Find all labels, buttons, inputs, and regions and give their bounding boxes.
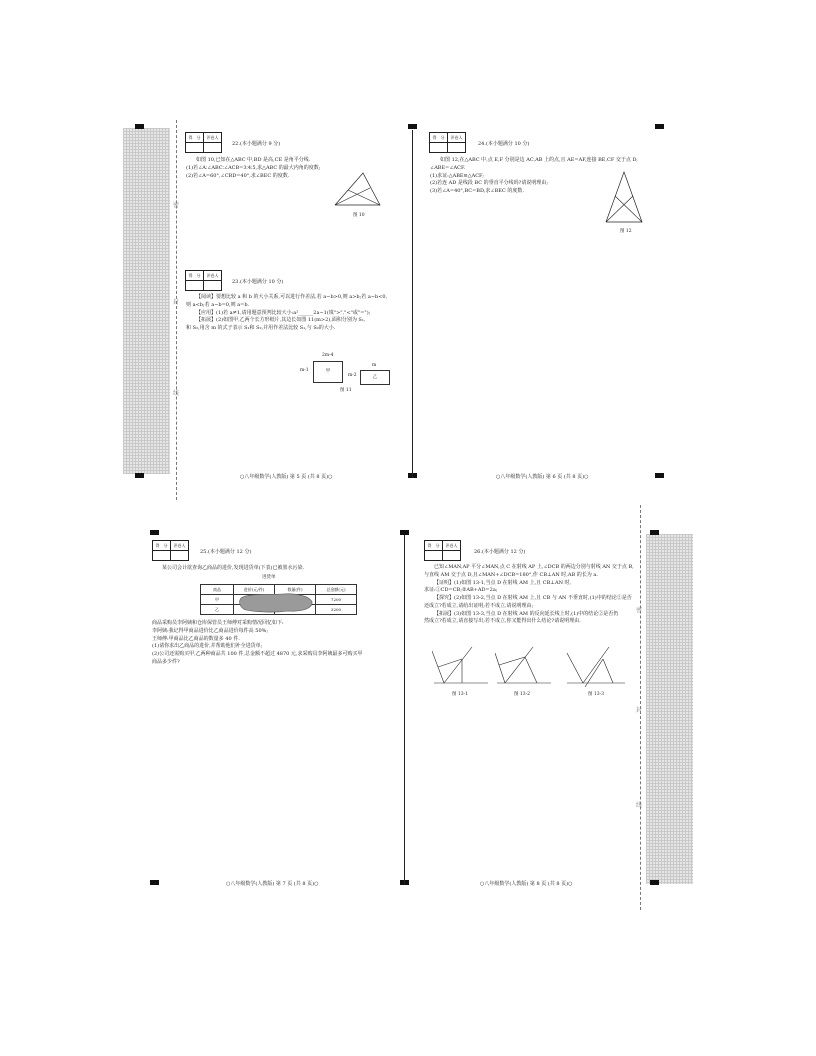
q23-line: 和 S₂,用含 m 的式子表示 S₁和 S₂,并用作差法比较 S₁,与 S₂的大小. [186,325,336,331]
seal-label-left: 密 [173,202,180,209]
marker-label: 评卷人 [171,541,189,551]
registration-mark [135,124,144,129]
marker-label: 评卷人 [204,271,222,281]
page-6-footer: ○八年级数学(人教版) 第 6 页 (共 8 页)○ [496,474,589,480]
binding-strip-right [646,534,693,884]
figure-10-caption: 图 10 [353,213,365,218]
q22-line: (1)若∠A∶∠ABC∶∠ACB=3∶4∶5,求△ABC 的最大内角的度数; [186,164,321,171]
binding-strip-left [123,128,170,474]
page-8-footer: ○八年级数学(人教版) 第 8 页 (共 8 页)○ [480,881,573,887]
q23-line: 【阅读】要想比较 a 和 b 的大小关系,可以进行作差法,若 a−b>0,则 a>b;若 a−b<0, [196,294,388,300]
line-label-left: 封 [173,299,180,306]
q24-line: (1)求证:△ABE≌△ACF; [430,172,484,179]
q25-line: 商品采购员李阿姨和仓库保管员王师傅对采购情况回忆如下: [152,620,284,626]
score-table [152,540,189,561]
figure-11-caption: 图 11 [340,388,352,393]
figure-13-3-caption: 图 13-3 [588,692,605,697]
q25-line: 某公司会计欲查询乙商品的进价,发现进货单(下表)已被墨水污染. [162,565,305,571]
q23-line: 【拓展】(2)如图甲,乙两个长方形纸片,其边长如图 11(m>2),面积分别为 S₁, [196,317,366,324]
fig11-label-top2: m [372,363,377,368]
q25-text [152,565,392,573]
marker-cell[interactable] [443,551,461,561]
q26-line: 与直线 AM 交于点 D,且∠MAN+∠DCB=180°,作 CB⊥AN 时,AB 的长为 a. [424,571,598,578]
q26-heading: 26.(本小题满分 12 分) [474,549,526,555]
q24-line: (2)若连 AD 是线段 BC 的垂直平分线吗?请说明理由; [430,180,549,187]
q22-line: 如图 10,已知在△ABC 中,BD 是高,CE 是角平分线. [196,157,311,163]
q26-line: 已知∠MAN,AP 平分∠MAN,点 C 在射线 AP 上,∠DCB 的两边分别与射线 AN 交于点 B, [434,564,634,570]
seal-label-right: 密 [636,607,643,614]
q25-line: 李阿姨:我记得甲商品进价比乙商品进价每件高 50%; [152,627,269,634]
score-label: 得 分 [186,271,204,281]
fig11-rect-jia: 甲 [313,361,343,383]
page-divider-bottom [404,535,405,885]
registration-mark [150,530,159,535]
registration-mark [650,530,659,535]
table-header: 进价(元/件) [234,585,275,595]
q24-line: ∠ABE=∠ACF. [430,164,466,171]
q26-line: 【探究】(2)如图 13-2,当点 D 在射线 AM 上,且 CB 与 AN 不垂直时,(1)中的结论②是否 [434,595,632,601]
marker-label: 评卷人 [204,133,222,143]
table-header: 总金额(元) [316,585,357,595]
registration-mark [150,880,159,885]
score-cell[interactable] [186,281,204,291]
q26-line: 还成立?若成立,请给出证明;若不成立,请说明理由; [424,602,534,609]
score-label: 得 分 [153,541,171,551]
page-7-footer: ○八年级数学(人教版) 第 7 页 (共 8 页)○ [226,881,319,887]
score-label: 得 分 [430,133,448,143]
table-header: 商品 [201,585,234,595]
q23-line: 【应用】(1)若 a≠1,请用题意预判比较大小:a²______2a−1(填">","<"或"="); [196,309,371,316]
marker-cell[interactable] [204,281,222,291]
q26-line: 求证:①CD=CB;②AB+AD=2a; [424,587,498,594]
fig11-label-side2: m-2 [348,373,357,378]
score-cell[interactable] [186,143,204,153]
score-table [424,540,461,561]
score-table [185,270,222,291]
marker-label: 评卷人 [443,541,461,551]
figure-10 [330,170,385,210]
q23-line: 则 a<b;若 a−b=0,则 a=b. [186,301,250,308]
table-cell: 乙 [201,605,234,615]
marker-cell[interactable] [204,143,222,153]
score-cell[interactable] [425,551,443,561]
q26-line: 【拓展】(3)如图 13-3,当点 D 在射线 AM 的反向延长线上时,(1)中的结论②是否仍 [434,610,619,617]
q25-line: 商品多少件? [152,658,180,665]
fig11-label-side1: m-1 [300,368,309,373]
fig11-label-top1: 2m-4 [322,353,334,358]
page-5-footer: ○八年级数学(人教版) 第 5 页 (共 8 页)○ [240,474,333,480]
q24-heading: 24.(本小题满分 10 分) [478,141,530,147]
table-header: 数量(件) [275,585,316,595]
score-cell[interactable] [153,551,171,561]
table-cell: 3200 [316,605,357,615]
figure-13-2 [495,645,553,687]
figure-12-caption: 图 12 [620,229,632,234]
q25-line: 王师傅:甲商品比乙商品的数量多 40 件. [152,635,240,642]
q22-line: (2)若∠A=60°,∠CBD=40°,求∠BEC 的度数. [186,172,290,179]
registration-mark [655,124,664,129]
q25-heading: 25.(本小题满分 12 分) [200,549,252,555]
fig11-rect-yi: 乙 [360,370,390,385]
q26-line: 然成立?若成立,请直接写出;若不成立,你又能得出什么结论?请说明理由. [424,618,581,625]
registration-mark [655,473,664,478]
score-table [429,132,466,153]
registration-mark [650,880,659,885]
q22-heading: 22.(本小题满分 9 分) [232,141,281,147]
registration-mark [408,124,417,129]
marker-label: 评卷人 [448,133,466,143]
score-label: 得 分 [425,541,443,551]
figure-13-2-caption: 图 13-2 [514,692,531,697]
cut-line-left [176,120,177,500]
marker-cell[interactable] [448,143,466,153]
figure-13-1 [432,645,490,687]
q23-heading: 23.(本小题满分 10 分) [232,279,284,285]
score-cell[interactable] [430,143,448,153]
q24-line: 如图 12,在△ABC 中,点 E,F 分别是边 AC,AB 上的点,且 AE=AF,连接 BE,CF 交于点 D, [440,157,638,163]
line-label-right: 封 [636,707,643,714]
q25-line: (1)请你求出乙商品的进价,并帮助他们补全进货单; [152,643,263,650]
q25-line: (2)公司还需购买甲,乙两种商品共 100 件,总金额不超过 4870 元,求采购员李阿姨最多可购买甲 [152,651,363,657]
ink-stain [238,592,314,614]
page-divider-top [412,130,413,478]
q26-text [424,564,636,626]
score-table [185,132,222,153]
purchase-table-title: 进货单 [262,575,276,580]
table-cell: 甲 [201,595,234,605]
registration-mark [135,473,144,478]
figure-12 [602,170,646,226]
marker-cell[interactable] [171,551,189,561]
score-label: 得 分 [186,133,204,143]
q24-line: (3)若∠A=40°,BC=BD,求∠BEC 的度数. [430,188,524,194]
thread-label-right: 线 [636,802,643,809]
q23-text [186,294,408,333]
q25-after-text [152,620,397,667]
thread-label-left: 线 [173,390,180,397]
figure-13-1-caption: 图 13-1 [452,692,469,697]
figure-13-3 [565,645,627,687]
q26-line: 【证明】(1)如图 13-1,当点 D 在射线 AM 上,且 CB⊥AN 时, [434,579,572,586]
table-cell: 7200 [316,595,357,605]
